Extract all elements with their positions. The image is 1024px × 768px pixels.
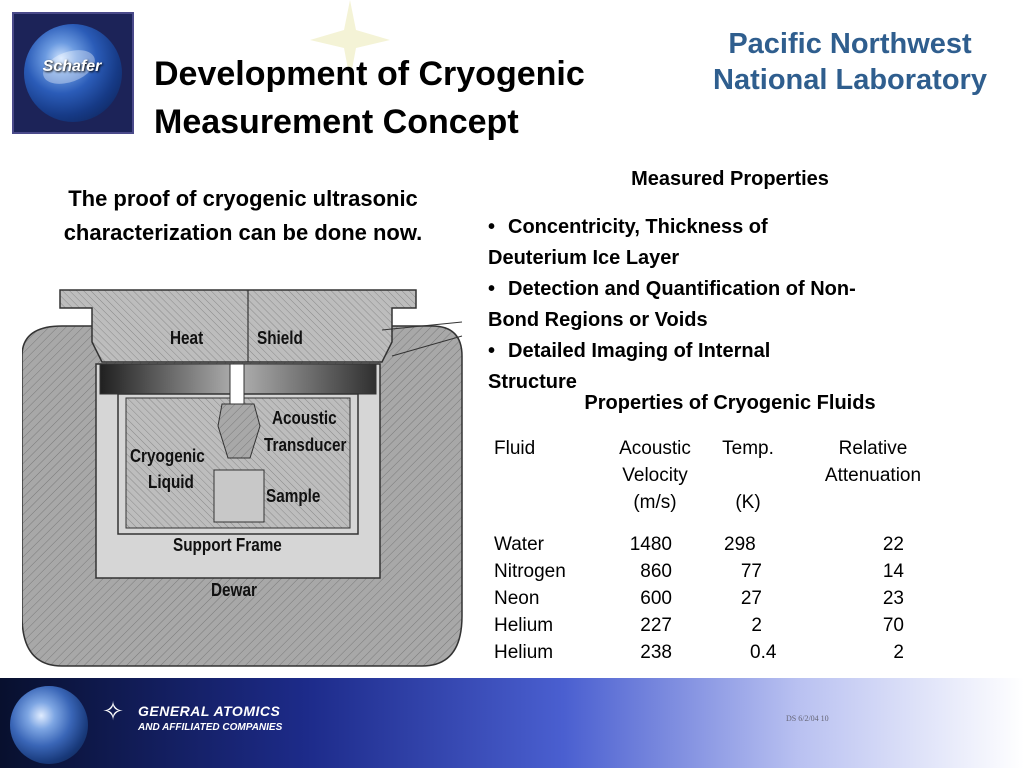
footer-company: GENERAL ATOMICS xyxy=(138,703,281,719)
list-item: • Detection and Quantification of Non- xyxy=(488,274,978,305)
table-row: Helium 227 2 70 xyxy=(494,615,904,636)
slide-stamp: DS 6/2/04 10 xyxy=(786,714,829,723)
col-header-velocity: Acoustic Velocity (m/s) xyxy=(619,438,691,513)
measured-properties-list: • Concentricity, Thickness of Deuterium Ice Layer • Detection and Quantification of Non- Bond Regions or Voids • Detailed Imaging of Internal Structure xyxy=(488,212,978,398)
label-acoustic: Acoustic xyxy=(272,408,337,428)
label-cryogenic: Cryogenic xyxy=(130,446,205,466)
table-row: Helium 238 0.4 2 xyxy=(494,642,904,663)
sample xyxy=(214,470,264,522)
list-item: • Detailed Imaging of Internal xyxy=(488,336,978,367)
footer-subtitle: AND AFFILIATED COMPANIES xyxy=(138,722,283,733)
general-atomics-logo-icon: ✧ xyxy=(102,696,124,726)
intro-line-1: The proof of cryogenic ultrasonic xyxy=(68,186,418,211)
col-header-attenuation: Relative Attenuation xyxy=(824,438,922,486)
label-support-frame: Support Frame xyxy=(173,535,282,555)
col-header-temp: Temp. (K) xyxy=(722,438,774,513)
globe-icon xyxy=(10,686,88,764)
label-heat: Heat xyxy=(170,328,204,348)
fluids-table-body xyxy=(494,531,914,666)
bullet-icon: • xyxy=(488,216,496,238)
org-line-1: Pacific Northwest xyxy=(728,28,972,60)
label-sample: Sample xyxy=(266,486,321,506)
fluids-heading: Properties of Cryogenic Fluids xyxy=(584,392,876,414)
page-title xyxy=(154,50,674,146)
bullet-icon: • xyxy=(488,278,496,300)
title-line-2: Measurement Concept xyxy=(154,103,519,141)
intro-line-2: characterization can be done now. xyxy=(63,220,423,245)
logo-text: Schafer xyxy=(42,58,102,75)
label-dewar: Dewar xyxy=(211,580,257,600)
table-row: Nitrogen 860 77 14 xyxy=(494,561,904,582)
top-flange xyxy=(60,290,416,362)
cryostat-diagram xyxy=(22,286,472,676)
title-line-1: Development of Cryogenic xyxy=(154,55,585,93)
measured-properties-heading: Measured Properties xyxy=(631,168,829,190)
list-item: • Concentricity, Thickness of xyxy=(488,212,978,243)
label-shield: Shield xyxy=(257,328,303,348)
intro-statement xyxy=(6,182,480,250)
table-row: Water 1480 298 22 xyxy=(494,534,904,555)
pnnl-logo xyxy=(700,26,1000,98)
bullet-icon: • xyxy=(488,340,496,362)
label-liquid: Liquid xyxy=(148,472,194,492)
col-header-fluid: Fluid xyxy=(494,438,536,459)
label-transducer: Transducer xyxy=(264,435,347,455)
table-row: Neon 600 27 23 xyxy=(494,588,904,609)
org-line-2: National Laboratory xyxy=(713,64,987,96)
